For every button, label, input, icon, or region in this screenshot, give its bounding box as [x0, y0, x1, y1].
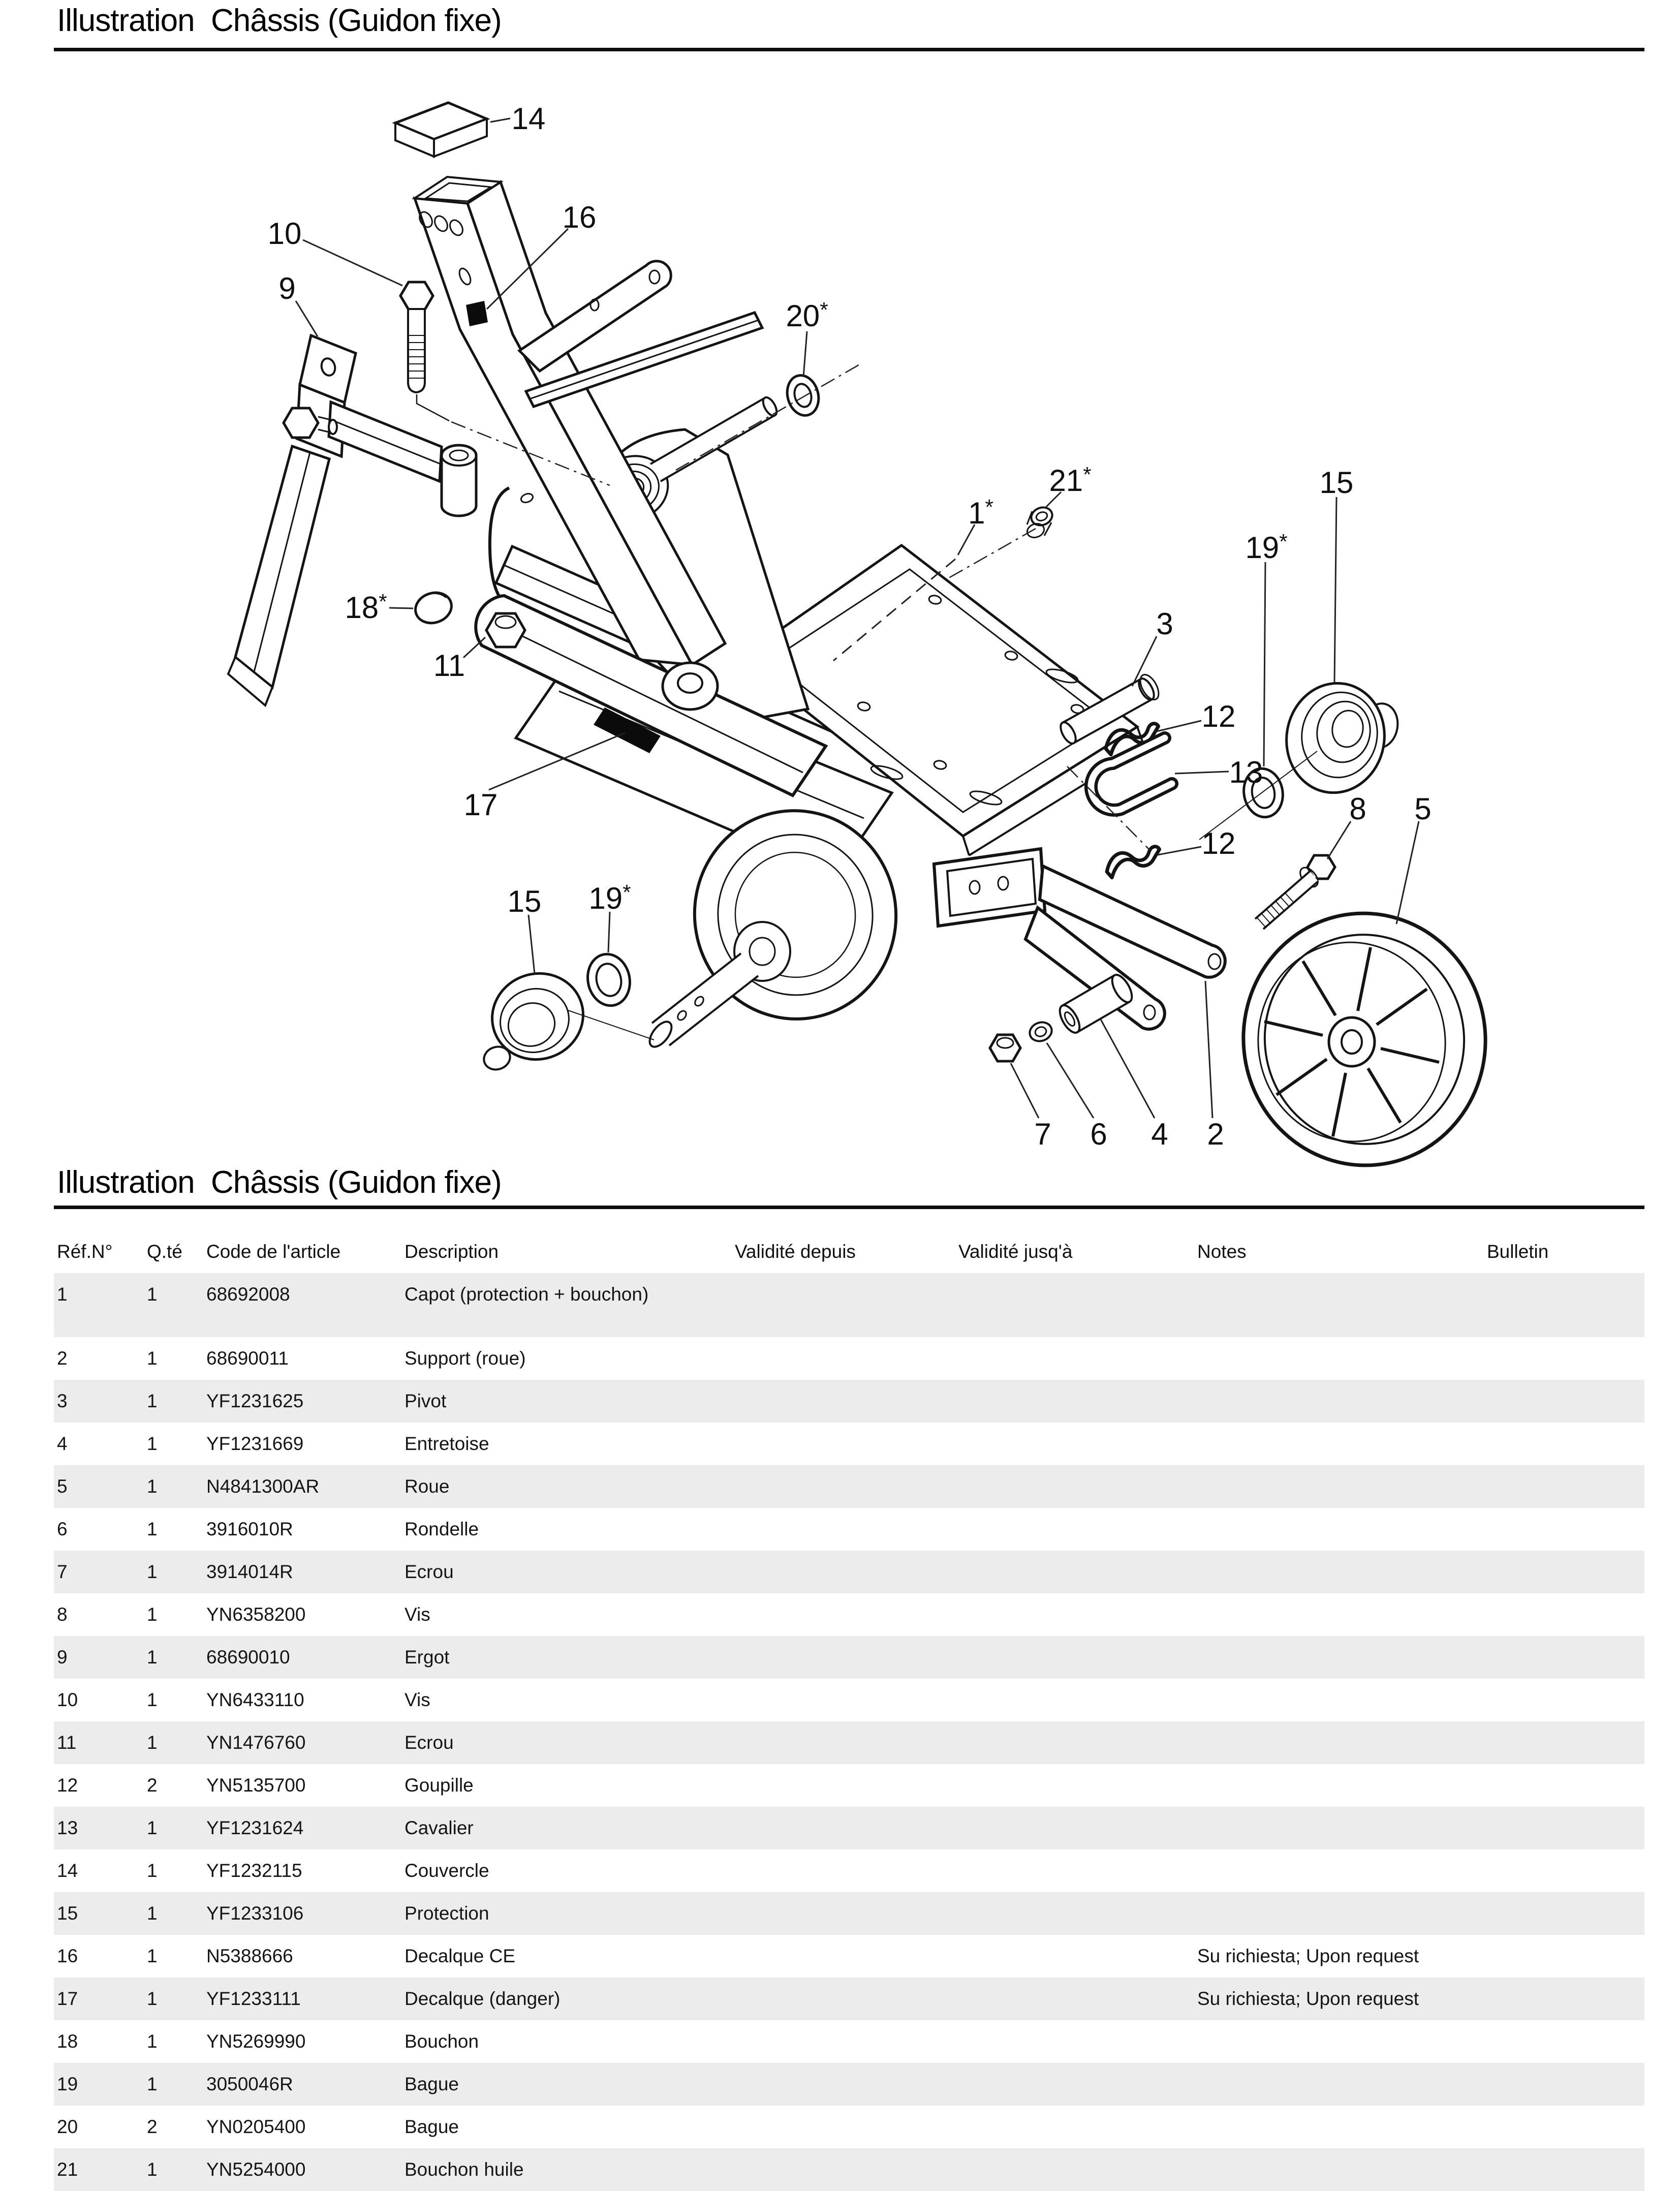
page-title: Illustration Châssis (Guidon fixe)	[57, 3, 502, 38]
cell-desc: Vis	[405, 1689, 430, 1710]
cell-code: YN5269990	[206, 2031, 306, 2052]
callout-leader-19	[1264, 562, 1265, 766]
cell-qty: 1	[147, 1817, 158, 1838]
cell-qty: 1	[147, 1519, 158, 1539]
table-row	[54, 1892, 1644, 1935]
table-row	[54, 2020, 1644, 2063]
part-plug-21	[1025, 505, 1055, 540]
part-cotter-pin-12-lower	[1103, 841, 1163, 878]
cell-ref: 8	[57, 1604, 68, 1625]
callout-label-7: 7	[1034, 1117, 1051, 1151]
cell-qty: 1	[147, 1433, 158, 1454]
cell-ref: 13	[57, 1817, 78, 1838]
table-row	[54, 1935, 1644, 1978]
table-row	[54, 2063, 1644, 2106]
cell-code: YF1231669	[206, 1433, 304, 1454]
table-row	[54, 1764, 1644, 1807]
col-from: Validité depuis	[735, 1241, 856, 1262]
table-title-rule	[54, 1206, 1644, 1209]
table-row	[54, 1593, 1644, 1636]
col-notes: Notes	[1197, 1241, 1247, 1262]
callout-leader-10	[303, 240, 402, 286]
cell-qty: 1	[147, 1391, 158, 1411]
table-header-row	[54, 1230, 1644, 1273]
part-screw-8	[1255, 855, 1335, 929]
cell-notes: Su richiesta; Upon request	[1197, 1988, 1419, 2009]
cell-code: YN1476760	[206, 1732, 306, 1753]
callout-leader-7	[1011, 1063, 1039, 1118]
table-row	[54, 1337, 1644, 1380]
cell-ref: 1	[57, 1284, 68, 1305]
callout-leader-2	[1205, 981, 1212, 1118]
cell-desc: Bouchon huile	[405, 2159, 524, 2180]
callout-label-17: 17	[463, 788, 498, 822]
cell-desc: Entretoise	[405, 1433, 489, 1454]
table-row	[54, 1273, 1644, 1337]
cell-ref: 18	[57, 2031, 78, 2052]
callout-label-5: 5	[1414, 792, 1432, 826]
callout-leader-9	[296, 301, 318, 336]
callout-label-13: 13	[1229, 755, 1263, 789]
part-wheel-5	[1231, 901, 1498, 1169]
callout-label-16: 16	[562, 200, 597, 234]
cell-desc: Ecrou	[405, 1561, 454, 1582]
cell-desc: Capot (protection + bouchon)	[405, 1284, 649, 1305]
cell-ref: 11	[57, 1732, 77, 1753]
callout-label-11: 11	[433, 649, 465, 683]
cell-ref: 7	[57, 1561, 68, 1582]
cell-code: YN6433110	[206, 1689, 304, 1710]
callout-leader-11	[463, 637, 485, 658]
cell-qty: 1	[147, 1689, 158, 1710]
table-row	[54, 1679, 1644, 1721]
cell-qty: 2	[147, 2116, 158, 2137]
part-hub-disc	[645, 797, 909, 1051]
cell-ref: 2	[57, 1348, 68, 1369]
table-row	[54, 1636, 1644, 1679]
cell-qty: 1	[147, 2159, 158, 2180]
callout-leader-4	[1100, 1019, 1155, 1118]
callout-leader-19	[608, 912, 610, 952]
cell-desc: Goupille	[405, 1775, 474, 1796]
cell-desc: Pivot	[405, 1391, 447, 1411]
table-row	[54, 1807, 1644, 1849]
table-row	[54, 1465, 1644, 1508]
cell-code: YF1231624	[206, 1817, 304, 1838]
cell-code: 3916010R	[206, 1519, 293, 1539]
decal-ce	[466, 301, 488, 326]
cell-desc: Decalque CE	[405, 1946, 516, 1966]
cell-ref: 19	[57, 2074, 78, 2094]
cell-code: YF1233106	[206, 1903, 304, 1924]
cell-qty: 1	[147, 1604, 158, 1625]
table-row	[54, 1423, 1644, 1465]
callout-label-19-star: 19*	[588, 880, 631, 915]
col-code: Code de l'article	[206, 1241, 341, 1262]
cell-code: 3050046R	[206, 2074, 293, 2094]
cell-ref: 21	[57, 2159, 78, 2180]
callout-leader-8	[1327, 821, 1351, 859]
cell-qty: 1	[147, 1348, 158, 1369]
callout-label-4: 4	[1151, 1117, 1168, 1151]
col-to: Validité jusq'à	[958, 1241, 1073, 1262]
cell-qty: 1	[147, 1476, 158, 1497]
cell-ref: 12	[57, 1775, 78, 1796]
callout-label-8: 8	[1349, 792, 1366, 826]
cell-ref: 17	[57, 1988, 78, 2009]
callout-label-15: 15	[1319, 466, 1354, 500]
col-bulletin: Bulletin	[1487, 1241, 1549, 1262]
callout-leader-15	[528, 915, 535, 974]
cell-code: 68692008	[206, 1284, 290, 1305]
part-cap-14	[395, 103, 487, 157]
cell-desc: Cavalier	[405, 1817, 474, 1838]
callout-leader-20	[803, 331, 807, 377]
callout-leader-13	[1175, 772, 1229, 774]
cell-code: 68690011	[206, 1348, 289, 1369]
cell-code: YF1233111	[206, 1988, 301, 2009]
table-row	[54, 2106, 1644, 2148]
cell-desc: Decalque (danger)	[405, 1988, 561, 2009]
cell-qty: 1	[147, 1860, 158, 1881]
callout-label-9: 9	[278, 271, 296, 305]
callout-label-12: 12	[1201, 699, 1236, 733]
cell-desc: Ergot	[405, 1647, 450, 1668]
cell-desc: Support (roue)	[405, 1348, 526, 1369]
cell-code: N4841300AR	[206, 1476, 320, 1497]
callout-label-2: 2	[1207, 1117, 1224, 1151]
table-row	[54, 1849, 1644, 1892]
cell-ref: 4	[57, 1433, 68, 1454]
callout-leader-14	[490, 118, 510, 122]
callout-label-3: 3	[1156, 607, 1173, 641]
cell-qty: 1	[147, 1732, 158, 1753]
part-nut-11	[486, 613, 525, 647]
cell-qty: 2	[147, 1775, 158, 1796]
cell-qty: 1	[147, 1946, 158, 1966]
cell-desc: Bague	[405, 2116, 459, 2137]
part-bolt-10	[400, 282, 449, 421]
callout-leader-5	[1396, 821, 1419, 924]
part-cap-18	[412, 588, 455, 627]
part-boot-15-right	[1278, 675, 1401, 800]
cell-qty: 1	[147, 2031, 158, 2052]
cell-code: 3914014R	[206, 1561, 293, 1582]
part-boot-15-left	[481, 962, 594, 1073]
cell-desc: Ecrou	[405, 1732, 454, 1753]
cell-qty: 1	[147, 1903, 158, 1924]
callout-label-19-star: 19*	[1245, 530, 1288, 565]
parts-table	[54, 1230, 1644, 2191]
cell-qty: 1	[147, 2074, 158, 2094]
part-ring-20	[783, 372, 823, 419]
cell-ref: 16	[57, 1946, 78, 1966]
callout-label-10: 10	[267, 217, 302, 251]
table-row	[54, 1978, 1644, 2020]
cell-desc: Protection	[405, 1903, 489, 1924]
col-ref: Réf.N°	[57, 1241, 113, 1262]
callout-label-20-star: 20*	[786, 298, 828, 333]
cell-desc: Bouchon	[405, 2031, 479, 2052]
callout-label-6: 6	[1090, 1117, 1107, 1151]
cell-ref: 10	[57, 1689, 78, 1710]
cell-ref: 6	[57, 1519, 68, 1539]
cell-desc: Vis	[405, 1604, 430, 1625]
callout-label-15: 15	[507, 884, 542, 918]
part-mount-arms	[519, 261, 762, 407]
table-row	[54, 1721, 1644, 1764]
part-washer-6	[1027, 1020, 1054, 1044]
cell-ref: 14	[57, 1860, 78, 1881]
cell-code: 68690010	[206, 1647, 290, 1668]
table-row	[54, 1551, 1644, 1593]
table-section-title: Illustration Châssis (Guidon fixe)	[57, 1165, 502, 1200]
table-body	[54, 1273, 1644, 2191]
cell-code: YN5254000	[206, 2159, 306, 2180]
callout-label-21-star: 21*	[1049, 462, 1092, 498]
cell-desc: Rondelle	[405, 1519, 479, 1539]
part-pivot-boss	[663, 663, 718, 709]
cell-desc: Bague	[405, 2074, 459, 2094]
cell-ref: 20	[57, 2116, 78, 2137]
cell-desc: Roue	[405, 1476, 450, 1497]
callout-label-18-star: 18*	[345, 590, 387, 625]
cell-qty: 1	[147, 1284, 158, 1305]
cell-ref: 15	[57, 1903, 78, 1924]
callout-leader-6	[1047, 1043, 1094, 1118]
table-row	[54, 1380, 1644, 1423]
callout-leader-12	[1158, 847, 1201, 855]
cell-qty: 1	[147, 1561, 158, 1582]
cell-code: N5388666	[206, 1946, 293, 1966]
callout-label-12: 12	[1201, 826, 1236, 860]
cell-ref: 5	[57, 1476, 68, 1497]
cell-notes: Su richiesta; Upon request	[1197, 1946, 1419, 1966]
cell-ref: 9	[57, 1647, 68, 1668]
cell-code: YN5135700	[206, 1775, 306, 1796]
callout-leader-15	[1334, 497, 1336, 682]
col-desc: Description	[405, 1241, 499, 1262]
cell-ref: 3	[57, 1391, 68, 1411]
cell-code: YF1232115	[206, 1860, 302, 1881]
cell-code: YF1231625	[206, 1391, 304, 1411]
callout-label-1-star: 1*	[968, 495, 993, 530]
cell-qty: 1	[147, 1988, 158, 2009]
table-row	[54, 2148, 1644, 2191]
col-qty: Q.té	[147, 1241, 182, 1262]
table-row	[54, 1508, 1644, 1551]
cell-qty: 1	[147, 1647, 158, 1668]
callout-leader-12	[1155, 721, 1201, 732]
cell-code: YN0205400	[206, 2116, 306, 2137]
callout-label-14: 14	[511, 102, 546, 136]
cell-code: YN6358200	[206, 1604, 306, 1625]
part-nut-7	[990, 1035, 1020, 1061]
cell-desc: Couvercle	[405, 1860, 489, 1881]
